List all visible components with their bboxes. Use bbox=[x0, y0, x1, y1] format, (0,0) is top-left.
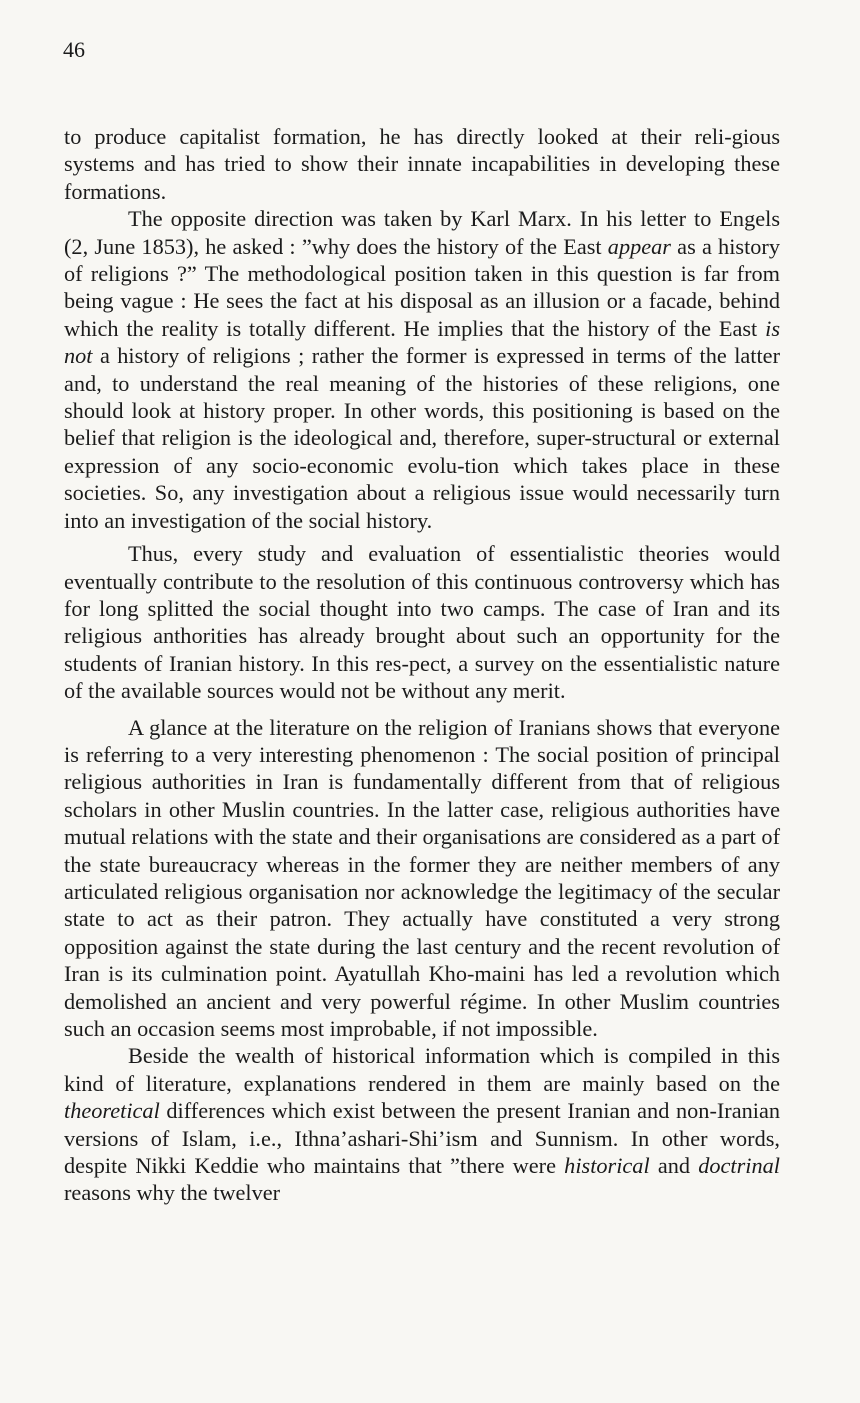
paragraph-text: Beside the wealth of historical information which is compiled in this kind of literature, explanations rendered in them are mainly based on the bbox=[64, 1043, 780, 1096]
paragraph-text: to produce capitalist formation, he has directly looked at their reli-gious systems and has tried to show their innate incapabilities in developing these formations. bbox=[64, 124, 780, 204]
paragraph-text: as a history of religions ?” The methodological position taken in this question is far from being vague : He sees the fact at his disposal as an illusion or a facade, behind which the reality is totally different. He implies that the history of the East bbox=[64, 233, 780, 341]
paragraph-text: and bbox=[649, 1153, 699, 1179]
italic-emphasis: is not bbox=[64, 315, 780, 369]
paragraph-text: differences which exist between the present Iranian and non-Iranian versions of Islam, i.e., Ithna’ashari-Shi’ism and Sunnism. In other words, despite Nikki Keddie who maintains that ”there were bbox=[64, 1098, 780, 1179]
paragraph-text: A glance at the literature on the religion of Iranians shows that everyone is referring to a very interesting phenomenon : The social position of principal religious authorities in Iran is fundamentally different from that of religious scholars in other Muslin countries. In the latter case, religious authorities have mutual relations with the state and their organisations are considered as a part of the state bureaucracy whereas in the former they are neither members of any articulated religious organisation nor acknowledge the legitimacy of the secular state to act as their patron. They actually have constituted a very strong opposition against the state during the last century and the recent revolution of Iran is its culmination point. Ayatullah Kho-maini has led a revolution which demolished an ancient and very powerful régime. In other Muslim countries such an occasion seems most improbable, if not impossible. bbox=[64, 714, 780, 1041]
paragraph-text: reasons why the twelver bbox=[64, 1180, 281, 1206]
paragraph-3 bbox=[64, 540, 780, 704]
paragraph-4 bbox=[64, 714, 780, 1043]
paragraph-text: The opposite direction was taken by Karl Marx. In his letter to Engels (2, June 1853), he asked : ”why does the history of the East bbox=[64, 206, 780, 259]
page-number: 46 bbox=[63, 37, 85, 62]
italic-emphasis: doctrinal bbox=[698, 1153, 780, 1179]
italic-emphasis: appear bbox=[607, 233, 671, 259]
italic-emphasis: historical bbox=[564, 1153, 650, 1179]
paragraph-1 bbox=[64, 123, 780, 205]
paragraph-5 bbox=[64, 1042, 780, 1206]
paragraph-text: Thus, every study and evaluation of essentialistic theories would eventually contribute to the resolution of this continuous controversy which has for long splitted the social thought into two camps. The case of Iran and its religious anthorities has already brought about such an opportunity for the students of Iranian history. In this res-pect, a survey on the essentialistic nature of the available sources would not be without any merit. bbox=[64, 541, 780, 704]
body-text bbox=[64, 123, 780, 1207]
paragraph-text: a history of religions ; rather the former is expressed in terms of the latter and, to understand the real meaning of the histories of these religions, one should look at history proper. In other words, this positioning is based on the belief that religion is the ideological and, therefore, super-structural or external expression of any socio-economic evolu-tion which takes place in these societies. So, any investigation about a religious issue would necessarily turn into an investigation of the social history. bbox=[64, 343, 780, 533]
italic-emphasis: theoretical bbox=[64, 1098, 160, 1124]
paragraph-2 bbox=[64, 205, 780, 534]
